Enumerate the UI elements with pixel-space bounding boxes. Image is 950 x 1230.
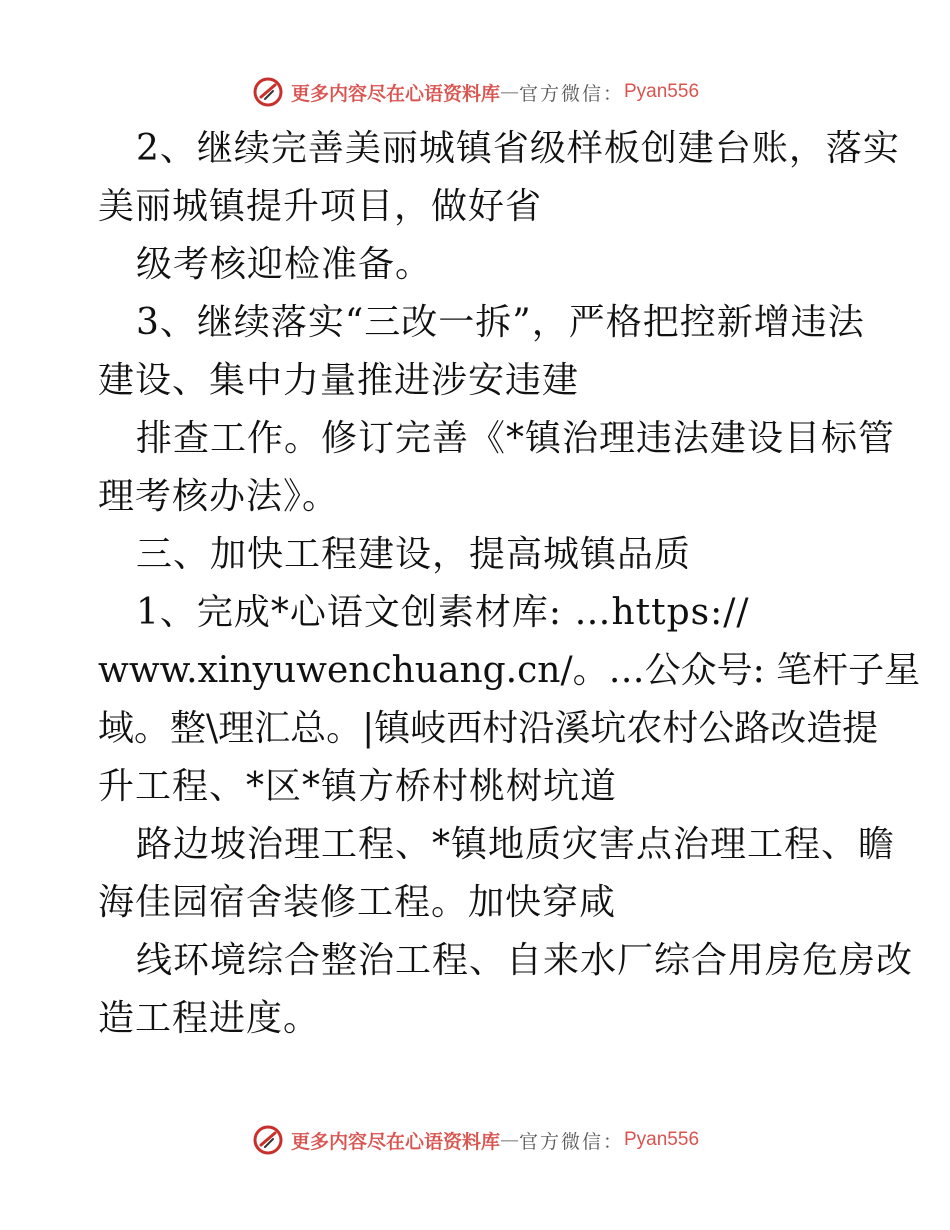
header-watermark-banner [0, 72, 950, 112]
banner-separator: — [499, 1129, 519, 1151]
text-line: 海佳园宿舍装修工程。加快穿咸 [98, 882, 617, 923]
text-line: 级考核迎检准备。 [136, 244, 433, 285]
text-line: 造工程进度。 [98, 998, 321, 1039]
brand-logo-icon [251, 75, 285, 109]
banner-wechat-label: 官方微信： [518, 82, 624, 105]
text-line: 升工程、*区*镇方桥村桃树坑道 [98, 766, 618, 807]
footer-watermark-banner [0, 1120, 950, 1160]
banner-separator: — [499, 81, 519, 103]
section-heading: 三、加快工程建设，提高城镇品质 [136, 534, 692, 575]
banner-wechat-id: Pyan556 [624, 1129, 700, 1150]
text-line: 域。整\理汇总。|镇岐西村沿溪坑农村公路改造提 [98, 708, 879, 749]
text-line: 2、继续完善美丽城镇省级样板创建台账，落实 [136, 128, 900, 169]
document-body [98, 120, 921, 1048]
banner-brand-text: 更多内容尽在心语资料库 [290, 1130, 500, 1153]
text-line: 建设、集中力量推进涉安违建 [98, 360, 580, 401]
text-line: 路边坡治理工程、*镇地质灾害点治理工程、瞻 [136, 824, 896, 865]
banner-wechat-id: Pyan556 [624, 81, 700, 102]
text-line: 线环境综合整治工程、自来水厂综合用房危房改 [136, 940, 914, 981]
banner-brand-text: 更多内容尽在心语资料库 [290, 82, 500, 105]
brand-logo-icon [251, 1123, 285, 1157]
text-line: 排查工作。修订完善《*镇治理违法建设目标管 [136, 418, 896, 459]
text-line: 理考核办法》。 [98, 476, 340, 517]
text-line: 3、继续落实“三改一拆”，严格把控新增违法 [136, 302, 865, 343]
text-line: www.xinyuwenchuang.cn/。…公众号: 笔杆子星 [98, 650, 921, 691]
banner-wechat-label: 官方微信： [518, 1130, 624, 1153]
text-line: 美丽城镇提升项目，做好省 [98, 186, 543, 227]
text-line: 1、完成*心语文创素材库: …https:// [136, 592, 750, 633]
